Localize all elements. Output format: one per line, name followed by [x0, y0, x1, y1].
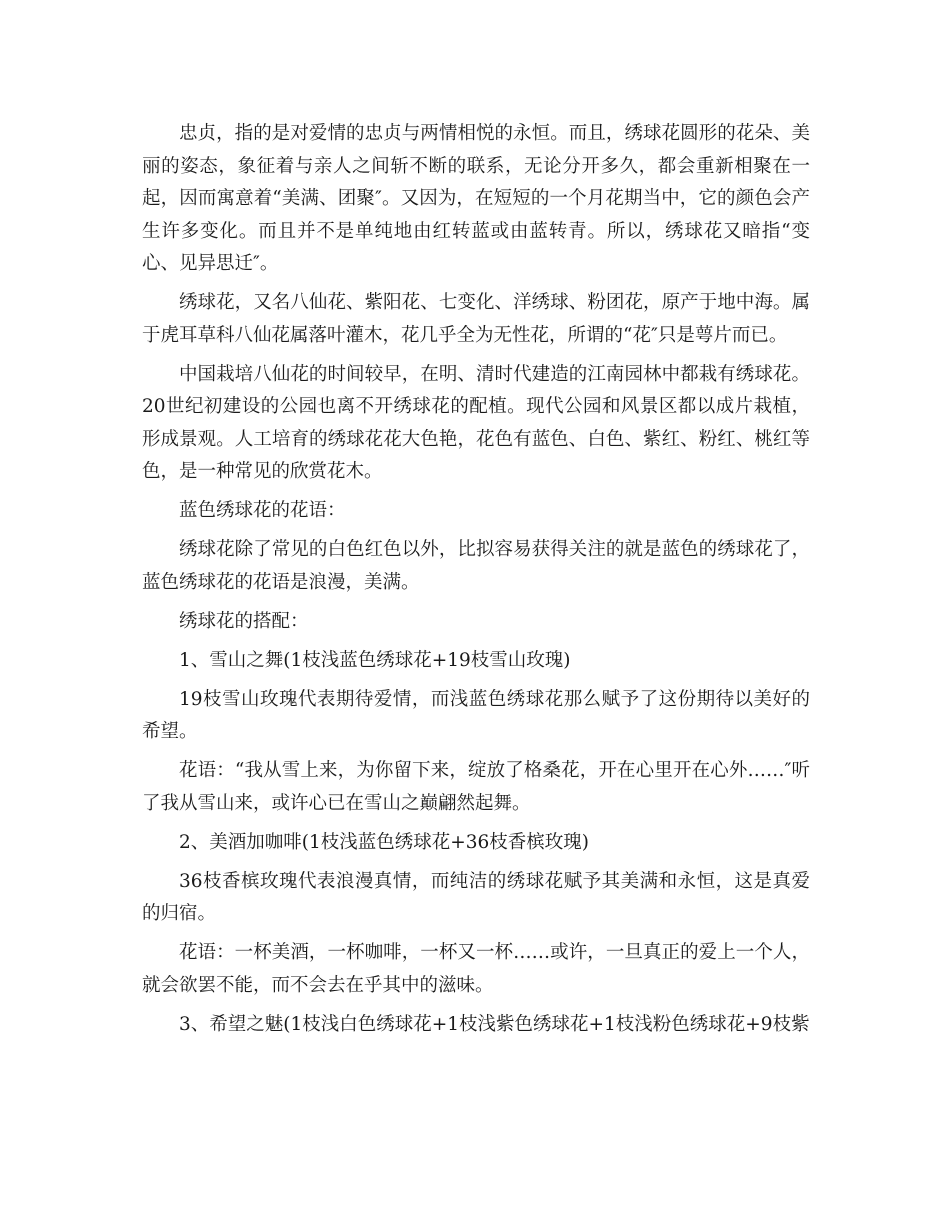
pairing-3-title: 3、希望之魅(1枝浅白色绣球花+1枝浅紫色绣球花+1枝浅粉色绣球花+9枝紫	[179, 1013, 810, 1035]
pairing-1-description: 19枝雪山玫瑰代表期待爱情，而浅蓝色绣球花那么赋予了这份期待以美好的希望。	[142, 688, 810, 742]
pairing-2-title: 2、美酒加咖啡(1枝浅蓝色绣球花+36枝香槟玫瑰)	[179, 831, 590, 853]
pairing-1-flower-language: 花语：“我从雪上来，为你留下来，绽放了格桑花，开在心里开在心外……″听了我从雪山来，或许心已在雪山之巅翩然起舞。	[142, 760, 810, 814]
heading-blue-hydrangea-language: 蓝色绣球花的花语：	[179, 500, 346, 521]
paragraph-loyalty-meaning: 忠贞，指的是对爱情的忠贞与两情相悦的永恒。而且，绣球花圆形的花朵、美丽的姿态，象征着与亲人之间斩不断的联系，无论分开多久，都会重新相聚在一起，因而寓意着“美满、团聚″。又因为，在短短的一个月花期当中，它的颜色会产生许多变化。而且并不是单纯地由红转蓝或由蓝转青。所以，绣球花又暗指“变心、见异思迁″。	[142, 123, 810, 274]
paragraph-blue-hydrangea: 绣球花除了常见的白色红色以外，比拟容易获得关注的就是蓝色的绣球花了，蓝色绣球花的花语是浪漫，美满。	[142, 539, 810, 593]
paragraph-cultivation-history: 中国栽培八仙花的时间较早，在明、清时代建造的江南园林中都栽有绣球花。20世纪初建设的公园也离不开绣球花的配植。现代公园和风景区都以成片栽植，形成景观。人工培育的绣球花花大色艳，花色有蓝色、白色、紫红、粉红、桃红等色，是一种常见的欣赏花木。	[142, 363, 810, 482]
pairing-2-description: 36枝香槟玫瑰代表浪漫真情，而纯洁的绣球花赋予其美满和永恒，这是真爱的归宿。	[142, 870, 810, 924]
pairing-2-flower-language: 花语：一杯美酒，一杯咖啡，一杯又一杯……或许，一旦真正的爱上一个人，就会欲罢不能，而不会去在乎其中的滋味。	[142, 942, 810, 996]
heading-hydrangea-pairings: 绣球花的搭配：	[179, 610, 309, 632]
paragraph-hydrangea-names: 绣球花，又名八仙花、紫阳花、七变化、洋绣球、粉团花，原产于地中海。属于虎耳草科八仙花属落叶灌木，花几乎全为无性花，所谓的“花″只是萼片而已。	[142, 292, 810, 346]
pairing-1-title: 1、雪山之舞(1枝浅蓝色绣球花+19枝雪山玫瑰)	[179, 649, 571, 671]
document-body	[142, 118, 810, 1048]
